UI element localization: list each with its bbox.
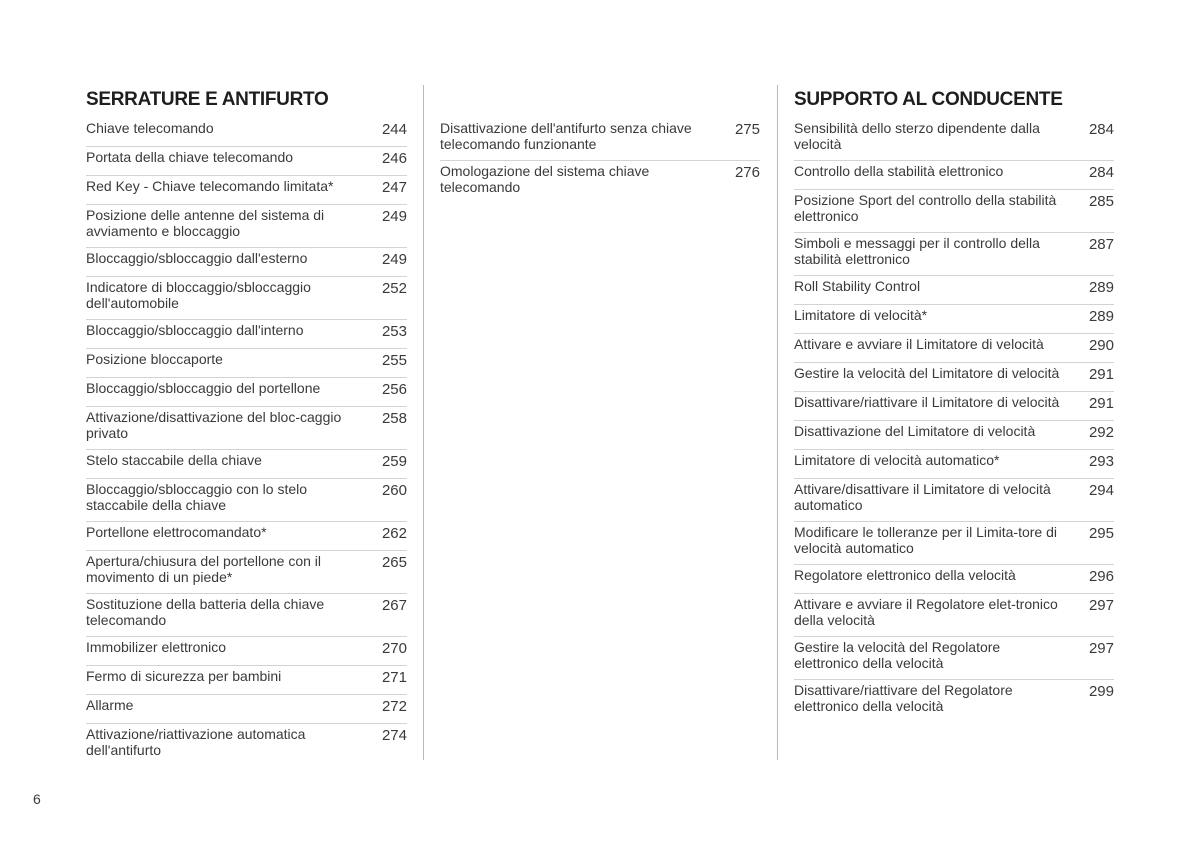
toc-entry-title: Roll Stability Control	[794, 278, 921, 294]
toc-entry-page: 284	[1088, 121, 1114, 138]
toc-entry[interactable]	[794, 333, 1114, 362]
toc-entry-title: Bloccaggio/sbloccaggio con lo stelo staccabile della chiave	[86, 481, 308, 513]
toc-entry[interactable]	[794, 679, 1114, 722]
toc-entry-page: 246	[381, 150, 407, 167]
toc-entry-title: Disattivazione dell'antifurto senza chiave telecomando funzionante	[440, 120, 692, 152]
toc-entry-title: Portellone elettrocomandato*	[86, 524, 267, 540]
toc-entry-page: 272	[381, 698, 407, 715]
toc-entry[interactable]	[794, 449, 1114, 478]
column-divider	[777, 85, 778, 760]
toc-entry[interactable]	[794, 420, 1114, 449]
toc-entry[interactable]	[794, 118, 1114, 160]
toc-entry-page: 292	[1088, 424, 1114, 441]
toc-entry-page: 291	[1088, 395, 1114, 412]
toc-entry[interactable]	[86, 348, 407, 377]
toc-entry[interactable]	[86, 636, 407, 665]
toc-entry[interactable]	[86, 247, 407, 276]
toc-entry-title: Portata della chiave telecomando	[86, 149, 294, 165]
toc-entry[interactable]	[86, 665, 407, 694]
toc-entry-title: Allarme	[86, 697, 134, 713]
toc-entry-title: Attivare e avviare il Limitatore di velocità	[794, 336, 1044, 352]
toc-entry-page: 295	[1088, 525, 1114, 542]
toc-entry-title: Posizione delle antenne del sistema di avviamento e bloccaggio	[86, 207, 325, 239]
toc-entry[interactable]	[794, 521, 1114, 564]
toc-entry-page: 289	[1088, 308, 1114, 325]
toc-entry-page: 296	[1088, 568, 1114, 585]
toc-entry-title: Bloccaggio/sbloccaggio dall'interno	[86, 322, 304, 338]
toc-entry-title: Stelo staccabile della chiave	[86, 452, 262, 468]
toc-entry-page: 260	[381, 482, 407, 499]
toc-entry-page: 270	[381, 640, 407, 657]
toc-entry-title: Simboli e messaggi per il controllo della stabilità elettronico	[794, 235, 1040, 267]
toc-entry-page: 249	[381, 208, 407, 225]
toc-entry[interactable]	[86, 319, 407, 348]
toc-entry[interactable]	[794, 564, 1114, 593]
toc-entry-title: Gestire la velocità del Limitatore di velocità	[794, 365, 1060, 381]
toc-entry-title: Gestire la velocità del Regolatore elettronico della velocità	[794, 639, 1001, 671]
toc-entry[interactable]	[86, 204, 407, 247]
toc-entry[interactable]	[794, 391, 1114, 420]
toc-list	[86, 118, 407, 766]
toc-entry[interactable]	[794, 189, 1114, 232]
toc-entry-title: Attivazione/disattivazione del bloc-caggio privato	[86, 409, 342, 441]
toc-entry-page: 285	[1088, 193, 1114, 210]
toc-entry-page: 274	[381, 727, 407, 744]
toc-list	[794, 118, 1114, 722]
toc-entry-title: Bloccaggio/sbloccaggio dall'esterno	[86, 250, 308, 266]
toc-entry-title: Attivazione/riattivazione automatica dell'antifurto	[86, 726, 306, 758]
toc-entry[interactable]	[86, 276, 407, 319]
toc-entry[interactable]	[794, 362, 1114, 391]
toc-entry-page: 267	[381, 597, 407, 614]
toc-entry-title: Red Key - Chiave telecomando limitata*	[86, 178, 334, 194]
toc-entry-page: 253	[381, 323, 407, 340]
toc-entry-page: 244	[381, 121, 407, 138]
toc-entry[interactable]	[440, 160, 760, 203]
toc-entry[interactable]	[86, 406, 407, 449]
toc-entry-page: 258	[381, 410, 407, 427]
toc-entry-page: 262	[381, 525, 407, 542]
toc-entry[interactable]	[794, 478, 1114, 521]
toc-entry-page: 271	[381, 669, 407, 686]
toc-entry-title: Apertura/chiusura del portellone con il movimento di un piede*	[86, 553, 322, 585]
toc-entry[interactable]	[86, 593, 407, 636]
toc-entry-title: Attivare/disattivare il Limitatore di velocità automatico	[794, 481, 1051, 513]
toc-entry[interactable]	[86, 175, 407, 204]
toc-entry[interactable]	[794, 160, 1114, 189]
toc-entry-title: Disattivare/riattivare il Limitatore di velocità	[794, 394, 1060, 410]
toc-entry-title: Posizione Sport del controllo della stabilità elettronico	[794, 192, 1057, 224]
section-title: SERRATURE E ANTIFURTO	[86, 89, 329, 110]
toc-entry-title: Fermo di sicurezza per bambini	[86, 668, 282, 684]
toc-entry[interactable]	[86, 521, 407, 550]
toc-entry-page: 252	[381, 280, 407, 297]
toc-entry-page: 284	[1088, 164, 1114, 181]
toc-entry-title: Chiave telecomando	[86, 120, 214, 136]
toc-entry[interactable]	[440, 118, 760, 160]
toc-entry-page: 293	[1088, 453, 1114, 470]
toc-entry-title: Controllo della stabilità elettronico	[794, 163, 1004, 179]
toc-list	[440, 118, 760, 203]
column-divider	[423, 85, 424, 760]
toc-entry-page: 247	[381, 179, 407, 196]
toc-entry-title: Omologazione del sistema chiave telecomando	[440, 163, 650, 195]
toc-entry-page: 255	[381, 352, 407, 369]
toc-entry-title: Regolatore elettronico della velocità	[794, 567, 1016, 583]
toc-entry-page: 299	[1088, 683, 1114, 700]
toc-entry[interactable]	[794, 232, 1114, 275]
toc-entry[interactable]	[86, 478, 407, 521]
toc-entry-title: Bloccaggio/sbloccaggio del portellone	[86, 380, 321, 396]
toc-entry-page: 249	[381, 251, 407, 268]
toc-entry-title: Attivare e avviare il Regolatore elet-tronico della velocità	[794, 596, 1058, 628]
toc-entry-page: 256	[381, 381, 407, 398]
toc-entry[interactable]	[794, 275, 1114, 304]
toc-entry-title: Disattivazione del Limitatore di velocità	[794, 423, 1036, 439]
toc-entry[interactable]	[86, 550, 407, 593]
toc-entry-title: Sostituzione della batteria della chiave telecomando	[86, 596, 325, 628]
toc-entry[interactable]	[86, 723, 407, 766]
toc-entry-title: Immobilizer elettronico	[86, 639, 227, 655]
toc-entry-page: 291	[1088, 366, 1114, 383]
toc-entry-page: 297	[1088, 597, 1114, 614]
toc-entry[interactable]	[794, 593, 1114, 636]
toc-entry-title: Modificare le tolleranze per il Limita-tore di velocità automatico	[794, 524, 1057, 556]
toc-entry[interactable]	[86, 146, 407, 175]
toc-entry-title: Limitatore di velocità automatico*	[794, 452, 1000, 468]
toc-entry-page: 289	[1088, 279, 1114, 296]
toc-entry-title: Sensibilità dello sterzo dipendente dalla velocità	[794, 120, 1040, 152]
page-number: 6	[33, 791, 41, 807]
toc-entry-title: Limitatore di velocità*	[794, 307, 928, 323]
toc-entry[interactable]	[794, 304, 1114, 333]
toc-entry[interactable]	[86, 694, 407, 723]
toc-entry-title: Indicatore di bloccaggio/sbloccaggio dell'automobile	[86, 279, 311, 311]
toc-entry-page: 275	[734, 121, 760, 138]
section-title: SUPPORTO AL CONDUCENTE	[794, 89, 1063, 110]
toc-entry[interactable]	[86, 118, 407, 146]
toc-entry[interactable]	[86, 377, 407, 406]
toc-entry-page: 294	[1088, 482, 1114, 499]
toc-entry-page: 265	[381, 554, 407, 571]
toc-entry-page: 297	[1088, 640, 1114, 657]
toc-entry-title: Posizione bloccaporte	[86, 351, 223, 367]
toc-entry-title: Disattivare/riattivare del Regolatore elettronico della velocità	[794, 682, 1013, 714]
toc-entry-page: 259	[381, 453, 407, 470]
toc-entry[interactable]	[86, 449, 407, 478]
toc-entry-page: 287	[1088, 236, 1114, 253]
toc-entry[interactable]	[794, 636, 1114, 679]
toc-entry-page: 276	[734, 164, 760, 181]
toc-entry-page: 290	[1088, 337, 1114, 354]
